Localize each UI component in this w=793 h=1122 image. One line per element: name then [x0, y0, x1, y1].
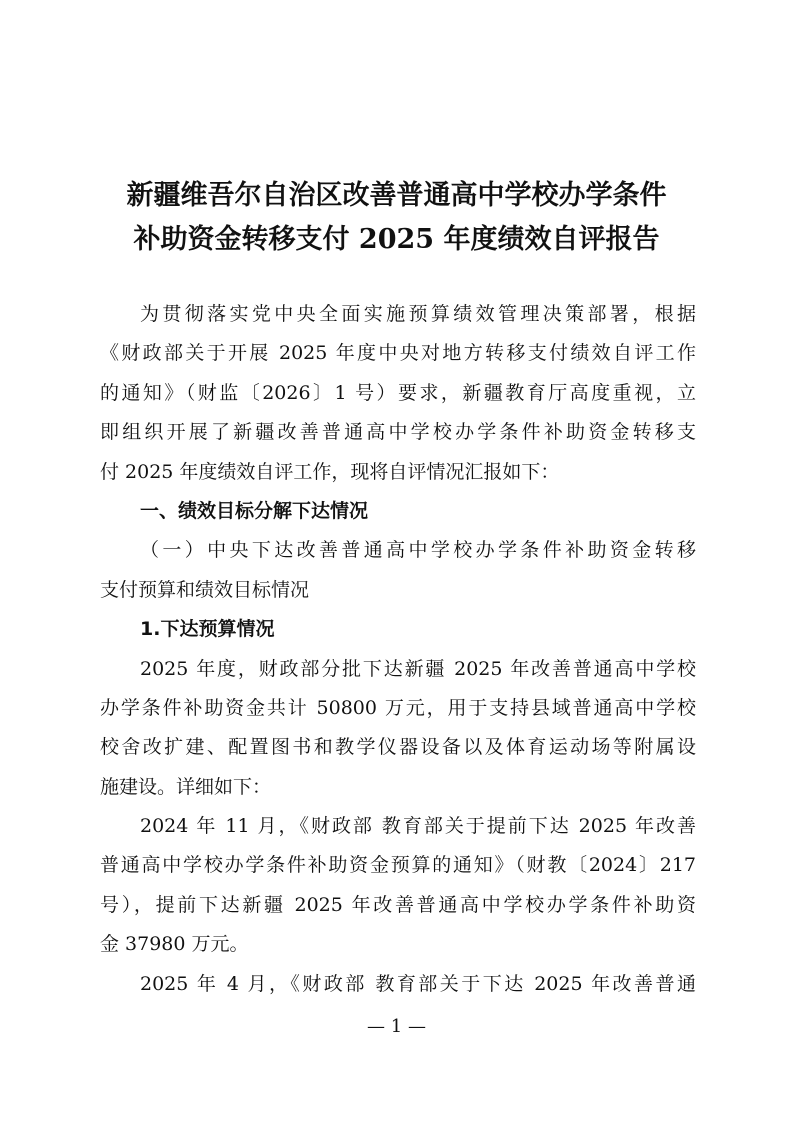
paragraph-line: 《财政部关于开展 2025 年度中央对地方转移支付绩效自评工作: [100, 342, 696, 365]
paragraph-line: 为贯彻落实党中央全面实施预算绩效管理决策部署，根据: [140, 303, 696, 325]
subsection-heading-line: 支付预算和绩效目标情况: [100, 578, 310, 601]
paragraph-line: 号），提前下达新疆 2025 年改善普通高中学校办学条件补助资: [100, 893, 696, 916]
paragraph-line: 校舍改扩建、配置图书和教学仪器设备以及体育运动场等附属设: [100, 736, 696, 759]
page-number: — 1 —: [367, 1016, 426, 1037]
paragraph-line: 办学条件补助资金共计 50800 万元，用于支持县域普通高中学校: [100, 696, 696, 719]
paragraph-line: 普通高中学校办学条件补助资金预算的通知》（财教〔2024〕217: [100, 854, 696, 877]
paragraph-line: 金 37980 万元。: [100, 933, 249, 956]
report-title-line-1: 新疆维吾尔自治区改善普通高中学校办学条件: [126, 180, 667, 211]
section-heading: 一、绩效目标分解下达情况: [140, 499, 369, 522]
paragraph-line: 即组织开展了新疆改善普通高中学校办学条件补助资金转移支: [100, 421, 696, 444]
paragraph-line: 的通知》（财监〔2026〕1 号）要求，新疆教育厅高度重视，立: [100, 381, 696, 404]
report-title-line-2: 补助资金转移支付 2025 年度绩效自评报告: [133, 224, 660, 255]
paragraph-line: 付 2025 年度绩效自评工作，现将自评情况汇报如下：: [100, 460, 560, 483]
report-body: [100, 295, 696, 1004]
paragraph-line: 2025 年 4 月，《财政部 教育部关于下达 2025 年改善普通: [140, 972, 696, 995]
paragraph-line: 施建设。详细如下：: [100, 775, 272, 798]
subsection-heading-line: （一）中央下达改善普通高中学校办学条件补助资金转移: [140, 539, 696, 562]
paragraph-line: 2025 年度，财政部分批下达新疆 2025 年改善普通高中学校: [140, 657, 696, 680]
paragraph-line: 2024 年 11 月，《财政部 教育部关于提前下达 2025 年改善: [140, 815, 696, 838]
sub-subsection-heading: 1.下达预算情况: [140, 618, 275, 641]
